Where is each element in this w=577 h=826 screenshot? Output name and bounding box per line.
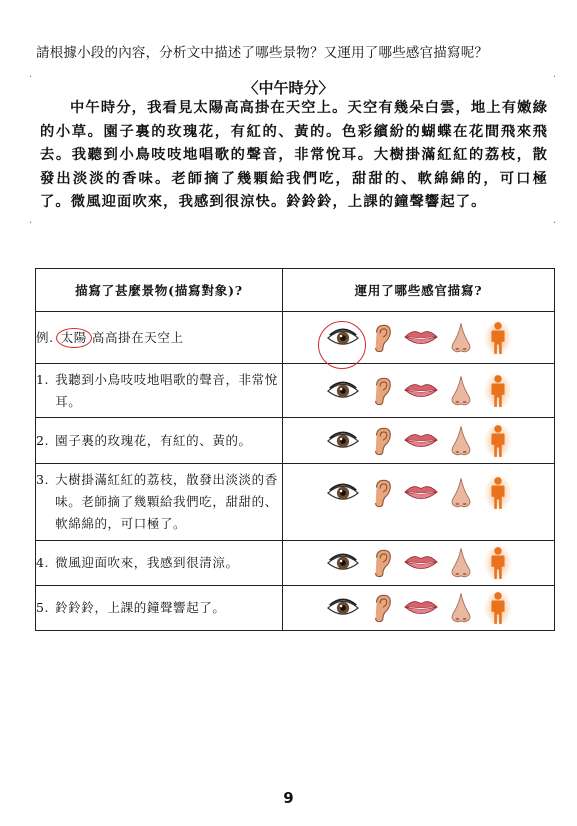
eye-icon[interactable] (326, 327, 360, 349)
worksheet-table (35, 268, 555, 631)
row-senses-cell (283, 541, 555, 586)
body-icon[interactable] (484, 372, 512, 410)
row-text-cell (36, 541, 283, 586)
lips-icon[interactable] (404, 554, 438, 572)
eye-icon[interactable] (326, 482, 360, 504)
row-text-cell (36, 464, 283, 541)
row-text: 大樹掛滿紅紅的荔枝，散發出淡淡的香味。老師摘了幾顆給我們吃，甜甜的、軟綿綿的，可口極了。 (55, 472, 278, 531)
row-number: 2. (36, 432, 50, 448)
body-icon[interactable] (484, 544, 512, 582)
row-text-cell (36, 586, 283, 631)
row-senses-cell (283, 464, 555, 541)
row-text-cell (36, 364, 283, 418)
nose-icon[interactable] (450, 592, 472, 624)
ear-icon[interactable] (372, 478, 392, 508)
table-row (36, 364, 555, 418)
lips-icon[interactable] (404, 382, 438, 400)
ear-icon[interactable] (372, 593, 392, 623)
corner-mark-left: · (29, 72, 33, 83)
passage-title: 〈中午時分〉 (243, 79, 334, 97)
row-number: 4. (36, 555, 50, 570)
example-senses-cell (283, 312, 555, 364)
corner-mark-right-bottom: · (553, 218, 557, 229)
row-number: 3. (36, 472, 50, 487)
nose-icon[interactable] (450, 322, 472, 354)
lips-icon[interactable] (404, 329, 438, 347)
row-number: 5. (36, 600, 50, 615)
body-icon[interactable] (484, 589, 512, 627)
row-number: 1. (36, 371, 50, 387)
nose-icon[interactable] (450, 547, 472, 579)
table-row (36, 464, 555, 541)
nose-icon[interactable] (450, 477, 472, 509)
eye-icon[interactable] (326, 380, 360, 402)
row-text: 微風迎面吹來，我感到很清涼。 (55, 555, 239, 570)
sense-icons (283, 544, 554, 582)
example-row (36, 312, 555, 364)
lips-icon[interactable] (404, 484, 438, 502)
corner-mark-right: · (553, 72, 557, 83)
sense-icons (283, 422, 554, 460)
body-icon[interactable] (484, 422, 512, 460)
example-circled-word: 太陽 (56, 328, 92, 348)
eye-icon[interactable] (326, 430, 360, 452)
page-number: 9 (283, 789, 294, 807)
table-row (36, 541, 555, 586)
example-text-cell (36, 312, 283, 364)
ear-icon[interactable] (372, 426, 392, 456)
ear-icon[interactable] (372, 376, 392, 406)
row-senses-cell (283, 586, 555, 631)
row-text: 園子裏的玫瑰花，有紅的、黃的。 (55, 432, 252, 448)
eye-icon[interactable] (326, 552, 360, 574)
nose-icon[interactable] (450, 375, 472, 407)
lips-icon[interactable] (404, 599, 438, 617)
sense-icons (283, 474, 554, 512)
ear-icon[interactable] (372, 323, 392, 353)
table-row (36, 418, 555, 464)
row-senses-cell (283, 364, 555, 418)
header-senses: 運用了哪些感官描寫? (283, 269, 555, 312)
question-prompt: 請根據小段的內容，分析文中描述了哪些景物？又運用了哪些感官描寫呢？ (36, 45, 489, 61)
nose-icon[interactable] (450, 425, 472, 457)
sense-icons (283, 589, 554, 627)
body-icon[interactable] (484, 474, 512, 512)
row-senses-cell (283, 418, 555, 464)
row-text-cell (36, 418, 283, 464)
example-rest: 高高掛在天空上 (91, 329, 184, 345)
corner-mark-left-bottom: · (29, 218, 33, 229)
table-row (36, 586, 555, 631)
lips-icon[interactable] (404, 432, 438, 450)
sense-icons (283, 372, 554, 410)
ear-icon[interactable] (372, 548, 392, 578)
passage-text: 中午時分，我看見太陽高高掛在天空上。天空有幾朵白雲，地上有嫩綠的小草。園子裏的玫瑰花，有紅的、黃的。色彩繽紛的蝴蝶在花間飛來飛去。我聽到小鳥吱吱地唱歌的聲音，非常悅耳。大樹掛滿紅紅的荔枝，散發出淡淡的香味。老師摘了幾顆給我們吃，甜甜的、軟綿綿的，可口極了。微風迎面吹來，我感到很涼快。鈴鈴鈴，上課的鐘聲響起了。 (40, 100, 548, 211)
body-icon[interactable] (484, 319, 512, 357)
eye-icon[interactable] (326, 597, 360, 619)
example-prefix: 例. (36, 329, 54, 345)
header-objects: 描寫了甚麼景物(描寫對象)? (36, 269, 283, 312)
sense-icons (283, 319, 554, 357)
row-text: 我聽到小鳥吱吱地唱歌的聲音，非常悅耳。 (55, 371, 278, 409)
row-text: 鈴鈴鈴，上課的鐘聲響起了。 (55, 600, 226, 615)
table-header-row (36, 269, 555, 312)
